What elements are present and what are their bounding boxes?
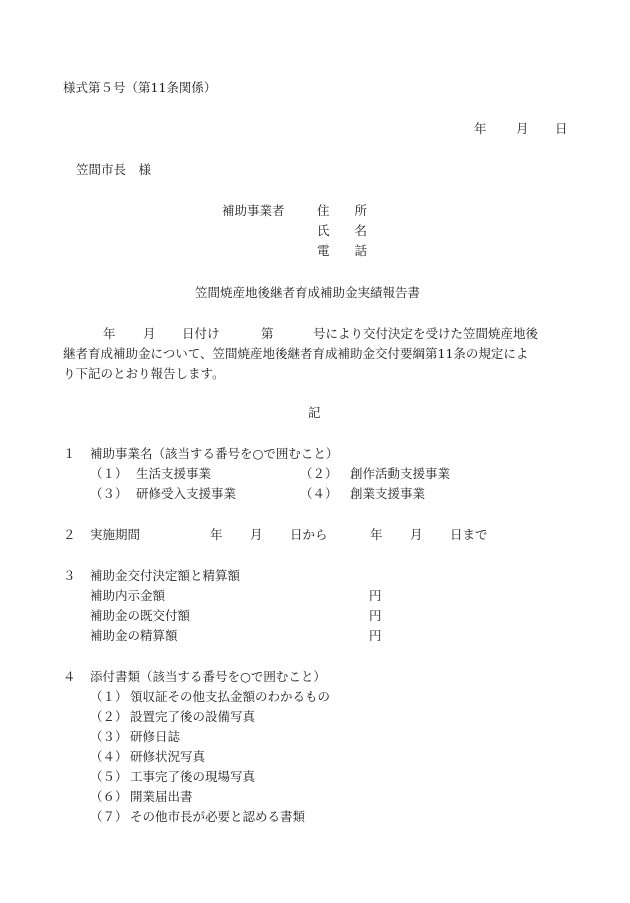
ki-heading: 記 [308, 405, 321, 420]
body-line-1 [63, 326, 573, 342]
start-year: 年 [210, 527, 223, 542]
body-line-1-rest: 号により交付決定を受けた笠間焼産地後 [313, 326, 539, 341]
body-day: 日付け [182, 326, 220, 341]
start-month: 月 [250, 527, 263, 542]
body-year: 年 [103, 326, 116, 341]
attachment-num: （７） [90, 809, 128, 824]
section-4-heading [63, 669, 573, 685]
attachment-num: （５） [90, 769, 128, 784]
attachment-item [63, 789, 573, 805]
option-2-num: （２） [300, 466, 338, 481]
option-4-label: 創業支援事業 [350, 486, 426, 501]
end-year: 年 [370, 527, 383, 542]
attachment-num: （１） [90, 689, 128, 704]
end-day: 日まで [450, 527, 488, 542]
section-1-number: １ [63, 446, 76, 461]
attachment-item [63, 749, 573, 765]
option-2-label: 創作活動支援事業 [350, 466, 451, 481]
body-month: 月 [143, 326, 156, 341]
attachment-item [63, 809, 573, 825]
phone-label: 電 話 [317, 243, 368, 258]
attachment-label: 工事完了後の現場写真 [130, 769, 256, 784]
section-3-title: 補助金交付決定額と精算額 [90, 568, 241, 583]
attachment-label: 設置完了後の設備写真 [130, 709, 256, 724]
attachment-num: （３） [90, 729, 128, 744]
date-month: 月 [516, 121, 529, 136]
option-3-label: 研修受入支援事業 [136, 486, 237, 501]
date-year: 年 [474, 121, 487, 136]
section-2-title: 実施期間 [90, 527, 141, 542]
option-1-label: 生活支援事業 [136, 466, 212, 481]
form-number: 様式第５号（第11条関係） [63, 80, 217, 95]
body-line-3: り下記のとおり報告します。 [63, 366, 225, 381]
section-4-title: 添付書類（該当する番号を○で囲むこと） [90, 669, 326, 684]
attachment-item [63, 729, 573, 745]
section-2-number: ２ [63, 527, 76, 542]
start-day: 日から [290, 527, 328, 542]
section-1-title: 補助事業名（該当する番号を○で囲むこと） [90, 446, 339, 461]
section-1-options-row-2 [63, 486, 573, 502]
option-4-num: （４） [300, 486, 338, 501]
body-no-prefix: 第 [261, 326, 274, 341]
section-1-heading [63, 446, 573, 462]
date-day: 日 [555, 121, 568, 136]
amount-label: 補助内示金額 [90, 588, 166, 603]
attachment-item [63, 769, 573, 785]
section-3-number: ３ [63, 568, 76, 583]
attachment-label: 研修状況写真 [130, 749, 206, 764]
address-label: 住 所 [317, 203, 368, 218]
amount-row [63, 628, 573, 644]
applicant-label: 補助事業者 [222, 203, 285, 218]
option-1-num: （１） [90, 466, 128, 481]
amount-row [63, 608, 573, 624]
section-1-options-row-1 [63, 466, 573, 482]
attachment-item [63, 689, 573, 705]
attachment-num: （４） [90, 749, 128, 764]
attachment-num: （２） [90, 709, 128, 724]
amount-label: 補助金の精算額 [90, 628, 178, 643]
name-label: 氏 名 [317, 223, 368, 238]
attachment-label: 研修日誌 [130, 729, 181, 744]
section-4-number: ４ [63, 669, 76, 684]
amount-unit: 円 [369, 608, 382, 623]
option-3-num: （３） [90, 486, 128, 501]
amount-label: 補助金の既交付額 [90, 608, 191, 623]
amount-unit: 円 [369, 588, 382, 603]
end-month: 月 [410, 527, 423, 542]
section-3-heading [63, 568, 573, 584]
attachment-label: 領収証その他支払金額のわかるもの [130, 689, 331, 704]
amount-row [63, 588, 573, 604]
attachment-item [63, 709, 573, 725]
attachment-num: （６） [90, 789, 128, 804]
section-2 [63, 527, 573, 543]
document-title: 笠間焼産地後継者育成補助金実績報告書 [195, 285, 421, 300]
attachment-label: その他市長が必要と認める書類 [130, 809, 306, 824]
body-line-2: 継者育成補助金について、笠間焼産地後継者育成補助金交付要綱第11条の規定によ [63, 346, 529, 361]
attachment-label: 開業届出書 [130, 789, 193, 804]
amount-unit: 円 [369, 628, 382, 643]
addressee: 笠間市長 様 [76, 162, 152, 177]
